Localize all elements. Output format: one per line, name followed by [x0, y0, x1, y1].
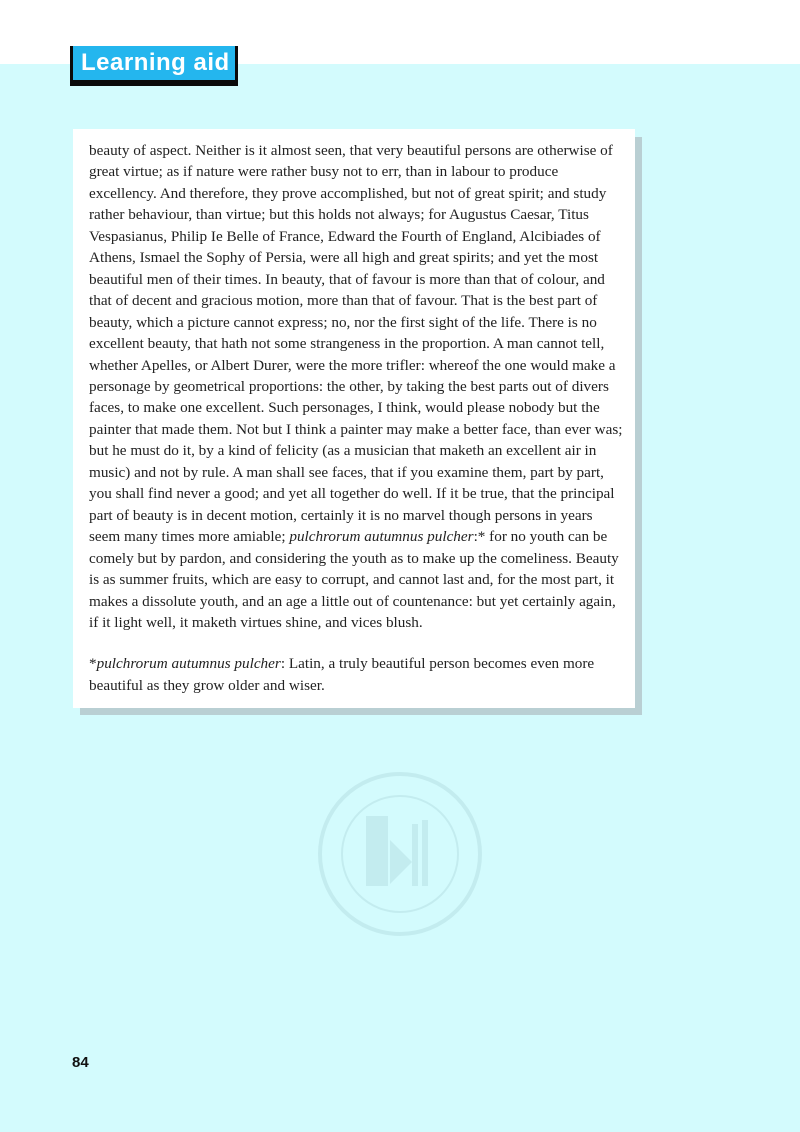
- latin-phrase: pulchrorum autumnus pulcher: [289, 528, 474, 546]
- publisher-seal-watermark: [316, 770, 484, 938]
- seal-icon: [316, 770, 484, 938]
- footnote-text: : Latin, a truly beautiful person becomes even more beautiful as they grow older and wiser.: [89, 655, 595, 694]
- body-text-part1: beauty of aspect. Neither is it almost seen, that very beautiful persons are otherwise of great virtue; as if nature were rather busy not to err, than in labour to produce excellency. And therefore, they prove accomplished, but not of great spirit; and study rather behaviour, than virtue; but this holds not always; for Augustus Caesar, Titus Vespasianus, Philip Ie Belle of France, Edward the Fourth of England, Alcibiades of Athens, Ismael the Sophy of Persia, were all high and great spirits; and yet the most beautiful men of their times. In beauty, that of favour is more than that of colour, and that of decent and gracious motion, more than that of favour. That is the best part of beauty, which a picture cannot express; no, nor the first sight of the life. There is no excellent beauty, that hath not some strangeness in the proportion. A man cannot tell, whether Apelles, or Albert Durer, were the more trifler: whereof the one would make a personage by geometrical proportions: the other, by taking the best parts out of divers faces, to make one excellent. Such personages, I think, would please nobody but the painter that made them. Not but I think a painter may make a better face, than ever was; but he must do it, by a kind of felicity (as a musician that maketh an excellent air in music) and not by rule. A man shall see faces, that if you examine them, part by part, you shall find never a good; and yet all together do well. If it be true, that the principal part of beauty is in decent motion, certainly it is no marvel though persons in years seem many times more amiable;: [89, 142, 623, 546]
- body-text-part2: :* for no youth can be comely but by pardon, and considering the youth as to make up the comeliness. Beauty is as summer fruits, which are easy to corrupt, and cannot last and, for the most part, it makes a dissolute youth, and an age a little out of countenance: but yet certainly again, if it light well, it maketh virtues shine, and vices blush.: [89, 528, 619, 631]
- text-card: [73, 129, 635, 708]
- footnote-marker: *: [89, 655, 97, 673]
- footnote: [89, 653, 625, 696]
- page-number: 84: [72, 1054, 89, 1071]
- section-label: Learning aid: [73, 46, 235, 80]
- body-paragraph: [89, 140, 625, 633]
- footnote-term: pulchrorum autumnus pulcher: [96, 655, 281, 673]
